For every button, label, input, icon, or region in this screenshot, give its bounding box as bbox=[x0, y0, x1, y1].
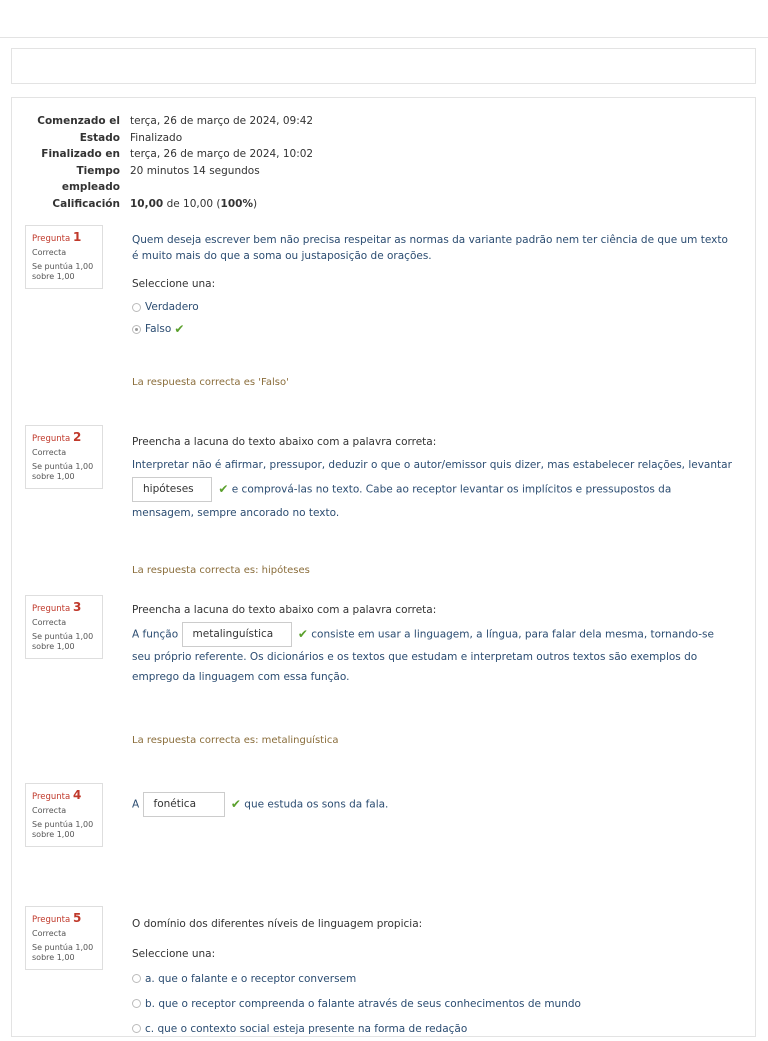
feedback-2: La respuesta correcta es: hipóteses bbox=[132, 565, 310, 576]
summary-value: terça, 26 de março de 2024, 10:02 bbox=[130, 148, 314, 160]
summary-label-part: empleado bbox=[61, 181, 120, 193]
top-bar bbox=[0, 0, 768, 38]
question-label: Pregunta bbox=[32, 434, 71, 444]
checkmark-icon: ✔ bbox=[297, 626, 308, 641]
select-one-label: Seleccione una: bbox=[132, 948, 216, 960]
checkmark-icon: ✔ bbox=[174, 322, 185, 336]
question-info-1 bbox=[25, 225, 103, 289]
question-label: Pregunta bbox=[32, 604, 71, 614]
grade-percent: 100% bbox=[220, 197, 253, 210]
question-grade bbox=[32, 943, 96, 963]
summary-label: Calificación bbox=[52, 197, 120, 210]
summary-row-finished bbox=[0, 146, 768, 163]
question-state: Correcta bbox=[32, 248, 67, 257]
question-info-5 bbox=[25, 906, 103, 970]
question-number: 3 bbox=[72, 600, 82, 614]
summary-label bbox=[0, 163, 130, 196]
option-label: b. que o receptor compreenda o falante através de seus conhecimentos de mundo bbox=[145, 997, 581, 1010]
option-false[interactable] bbox=[132, 318, 732, 340]
summary-row-started bbox=[0, 113, 768, 130]
question-number-line bbox=[32, 788, 96, 802]
question-grade bbox=[32, 262, 96, 282]
checkmark-icon: ✔ bbox=[218, 481, 229, 496]
summary-value: terça, 26 de março de 2024, 09:42 bbox=[130, 115, 314, 127]
summary-row-time bbox=[0, 163, 768, 196]
answer-input[interactable]: hipóteses bbox=[132, 477, 212, 502]
grade-of: de 10,00 ( bbox=[166, 197, 221, 210]
question-grade bbox=[32, 462, 96, 482]
grade-close: ) bbox=[252, 197, 258, 210]
question-prompt: Preencha a lacuna do texto abaixo com a palavra correta: bbox=[132, 436, 437, 448]
option-true[interactable] bbox=[132, 296, 732, 318]
question-grade bbox=[32, 632, 96, 652]
grade-line: sobre 1,00 bbox=[32, 642, 75, 651]
navigation-panel bbox=[11, 48, 756, 84]
text-after: e comprová-las no texto. Cabe ao receptor levantar os implícitos e pressupostos da mensagem, sempre ancorado no texto. bbox=[132, 483, 672, 519]
select-one-label: Seleccione una: bbox=[132, 278, 216, 290]
feedback-1: La respuesta correcta es 'Falso' bbox=[132, 377, 289, 388]
grade-line: Se puntúa 1,00 bbox=[32, 943, 94, 952]
question-text bbox=[132, 454, 732, 525]
option-c[interactable] bbox=[132, 1016, 732, 1041]
question-content-4 bbox=[132, 792, 732, 817]
question-text bbox=[132, 792, 732, 817]
question-info-2 bbox=[25, 425, 103, 489]
grade-line: Se puntúa 1,00 bbox=[32, 262, 94, 271]
grade-line: sobre 1,00 bbox=[32, 272, 75, 281]
option-label: c. que o contexto social esteja presente na forma de redação bbox=[145, 1022, 468, 1035]
checkmark-icon: ✔ bbox=[230, 796, 241, 811]
grade-line: sobre 1,00 bbox=[32, 953, 75, 962]
question-prompt: Preencha a lacuna do texto abaixo com a palavra correta: bbox=[132, 604, 437, 616]
question-state: Correcta bbox=[32, 448, 67, 457]
question-number-line bbox=[32, 911, 96, 925]
question-number: 4 bbox=[72, 788, 82, 802]
question-text: O domínio dos diferentes níveis de linguagem propicia: bbox=[132, 918, 423, 930]
grade-line: sobre 1,00 bbox=[32, 472, 75, 481]
question-state: Correcta bbox=[32, 929, 67, 938]
summary-value: 20 minutos 14 segundos bbox=[130, 164, 260, 177]
radio-icon[interactable] bbox=[132, 999, 141, 1008]
summary-label-part: Tiempo bbox=[76, 164, 120, 177]
question-info-4 bbox=[25, 783, 103, 847]
question-content-1 bbox=[132, 232, 732, 340]
attempt-summary bbox=[0, 113, 768, 212]
option-label: Falso bbox=[145, 323, 172, 335]
summary-label: Estado bbox=[79, 131, 120, 144]
text-before: A bbox=[132, 798, 140, 811]
question-info-3 bbox=[25, 595, 103, 659]
question-text bbox=[132, 622, 732, 687]
question-number: 2 bbox=[72, 430, 82, 444]
question-state: Correcta bbox=[32, 618, 67, 627]
text-before: A função bbox=[132, 628, 179, 641]
answer-input[interactable]: metalinguística bbox=[182, 622, 292, 647]
question-grade bbox=[32, 820, 96, 840]
text-before: Interpretar não é afirmar, pressupor, deduzir o que o autor/emissor quis dizer, mas estabelecer relações, levantar bbox=[132, 459, 732, 471]
summary-row-grade bbox=[0, 196, 768, 213]
summary-label: Comenzado el bbox=[37, 115, 120, 127]
option-label: a. que o falante e o receptor conversem bbox=[145, 972, 357, 985]
grade-line: Se puntúa 1,00 bbox=[32, 820, 94, 829]
question-label: Pregunta bbox=[32, 234, 71, 244]
question-number-line bbox=[32, 230, 96, 244]
question-label: Pregunta bbox=[32, 915, 71, 925]
question-number-line bbox=[32, 430, 96, 444]
question-label: Pregunta bbox=[32, 792, 71, 802]
option-label: Verdadero bbox=[145, 301, 199, 313]
radio-icon[interactable] bbox=[132, 974, 141, 983]
summary-value: Finalizado bbox=[130, 131, 183, 144]
summary-label: Finalizado en bbox=[41, 148, 120, 160]
grade-line: Se puntúa 1,00 bbox=[32, 462, 94, 471]
answer-input[interactable]: fonética bbox=[143, 792, 225, 817]
question-state: Correcta bbox=[32, 806, 67, 815]
text-after: que estuda os sons da fala. bbox=[244, 798, 389, 811]
question-number: 1 bbox=[72, 230, 82, 244]
summary-row-state bbox=[0, 130, 768, 147]
option-b[interactable] bbox=[132, 991, 732, 1016]
grade-line: sobre 1,00 bbox=[32, 830, 75, 839]
question-text: Quem deseja escrever bem não precisa respeitar as normas da variante padrão nem ter ciência de que um texto é muito mais do que a soma ou justaposição de orações. bbox=[132, 234, 728, 262]
feedback-3: La respuesta correcta es: metalinguística bbox=[132, 735, 339, 746]
grade-line: Se puntúa 1,00 bbox=[32, 632, 94, 641]
text-after: consiste em usar a linguagem, a língua, para falar dela mesma, tornando-se seu próprio referente. Os dicionários e os textos que estudam e interpretam outros textos são exemplos do emprego da linguagem com essa função. bbox=[132, 628, 714, 683]
question-content-3 bbox=[132, 602, 732, 687]
radio-icon[interactable] bbox=[132, 1024, 141, 1033]
radio-checked-icon[interactable] bbox=[132, 325, 141, 334]
option-a[interactable] bbox=[132, 966, 732, 991]
radio-icon[interactable] bbox=[132, 303, 141, 312]
question-content-2 bbox=[132, 434, 732, 525]
question-content-5 bbox=[132, 916, 732, 1041]
grade-score: 10,00 bbox=[130, 197, 164, 210]
question-number-line bbox=[32, 600, 96, 614]
question-number: 5 bbox=[72, 911, 82, 925]
summary-value bbox=[130, 196, 257, 213]
